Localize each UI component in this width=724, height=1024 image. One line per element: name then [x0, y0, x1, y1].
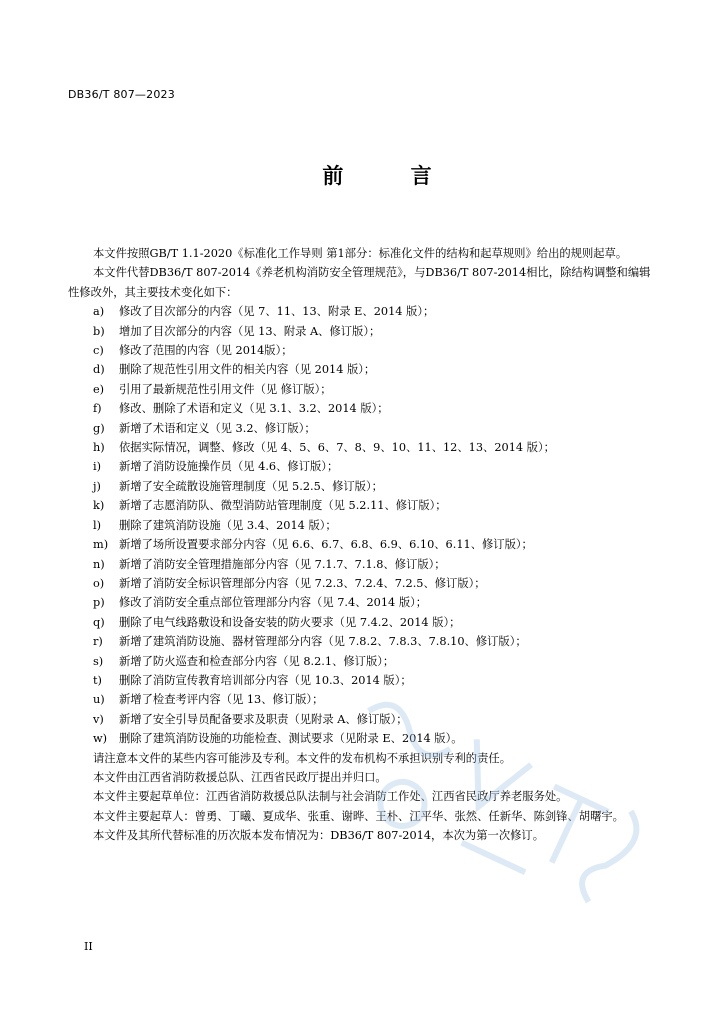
item-text: 修改了消防安全重点部位管理部分内容（见 7.4、2014 版）；	[119, 596, 428, 610]
paragraph: 本文件主要起草单位：江西省消防救援总队法制与社会消防工作处、江西省民政厅养老服务处。	[93, 790, 568, 804]
item-marker: l)	[93, 518, 102, 532]
foreword-body	[68, 244, 656, 846]
item-marker: r)	[93, 635, 103, 649]
item-text: 删除了规范性引用文件的相关内容（见 2014 版）；	[119, 363, 376, 377]
item-text: 增加了目次部分的内容（见 13、附录 A、修订版）；	[119, 324, 381, 338]
item-text: 修改、删除了术语和定义（见 3.1、3.2、2014 版）；	[119, 402, 389, 416]
item-marker: o)	[93, 576, 105, 590]
item-text: 新增了安全引导员配备要求及职责（见附录 A、修订版）；	[119, 712, 408, 726]
paragraph: 本文件按照GB/T 1.1-2020《标准化工作导则 第1部分：标准化文件的结构和起草规则》给出的规则起草。	[93, 247, 628, 260]
item-marker: m)	[93, 538, 109, 552]
paragraph: 本文件代替DB36/T 807-2014《养老机构消防安全管理规范》，与DB36/T 807-2014相比，除结构调整和编辑性修改外，其主要技术变化如下：	[68, 266, 651, 299]
item-marker: t)	[93, 673, 102, 687]
list-item	[68, 574, 656, 593]
item-text: 新增了防火巡查和检查部分内容（见 8.2.1、修订版）；	[119, 654, 395, 668]
list-item	[68, 360, 656, 379]
item-marker: p)	[93, 596, 105, 610]
list-item	[68, 457, 656, 476]
list-item	[68, 302, 656, 321]
item-marker: h)	[93, 441, 105, 455]
document-code: DB36/T 807—2023	[68, 88, 175, 101]
list-item	[68, 322, 656, 341]
item-marker: k)	[93, 499, 105, 513]
item-marker: g)	[93, 421, 105, 435]
list-item	[68, 690, 656, 709]
list-item	[68, 496, 656, 515]
item-text: 新增了建筑消防设施、器材管理部分内容（见 7.8.2、7.8.3、7.8.10、修订版）；	[119, 635, 527, 649]
item-text: 删除了电气线路敷设和设备安装的防火要求（见 7.4.2、2014 版）；	[119, 615, 461, 629]
item-marker: a)	[93, 305, 105, 319]
paragraph: 请注意本文件的某些内容可能涉及专利。本文件的发布机构不承担识别专利的责任。	[93, 751, 511, 765]
item-marker: n)	[93, 557, 105, 571]
item-marker: i)	[93, 460, 102, 474]
paragraph: 本文件及其所代替标准的历次版本发布情况为：DB36/T 807-2014，本次为第一次修订。	[93, 829, 545, 843]
item-marker: w)	[93, 732, 108, 746]
list-item	[68, 399, 656, 418]
paragraph: 本文件主要起草人：曾勇、丁曦、夏成华、张重、谢晔、王朴、江平华、张然、任新华、陈剑锋、胡曙宇。	[93, 809, 624, 823]
item-text: 新增了场所设置要求部分内容（见 6.6、6.7、6.8、6.9、6.10、6.11、修订版）；	[119, 538, 533, 552]
item-text: 引用了最新规范性引用文件（见 修订版）；	[119, 382, 332, 396]
page-number: II	[84, 940, 93, 953]
item-text: 删除了建筑消防设施（见 3.4、2014 版）；	[119, 518, 337, 532]
item-text: 新增了消防安全管理措施部分内容（见 7.1.7、7.1.8、修订版）；	[119, 557, 446, 571]
item-marker: v)	[93, 712, 104, 726]
item-marker: c)	[93, 344, 104, 358]
item-text: 新增了术语和定义（见 3.2、修订版）；	[119, 421, 316, 435]
list-item	[68, 380, 656, 399]
changes-list	[68, 302, 656, 748]
list-item	[68, 671, 656, 690]
list-item	[68, 535, 656, 554]
item-text: 新增了消防安全标识管理部分内容（见 7.2.3、7.2.4、7.2.5、修订版）；	[119, 576, 486, 590]
item-marker: f)	[93, 402, 102, 416]
item-text: 新增了检查考评内容（见 13、修订版）；	[119, 693, 324, 707]
item-text: 新增了安全疏散设施管理制度（见 5.2.5、修订版）；	[119, 479, 383, 493]
item-marker: s)	[93, 654, 104, 668]
item-text: 新增了志愿消防队、微型消防站管理制度（见 5.2.11、修订版）；	[119, 499, 447, 513]
list-item	[68, 710, 656, 729]
list-item	[68, 593, 656, 612]
list-item	[68, 555, 656, 574]
item-text: 修改了目次部分的内容（见 7、11、13、附录 E、2014 版）；	[119, 305, 435, 319]
list-item	[68, 516, 656, 535]
list-item	[68, 613, 656, 632]
list-item	[68, 477, 656, 496]
item-marker: d)	[93, 363, 105, 377]
list-item	[68, 632, 656, 651]
item-marker: q)	[93, 615, 105, 629]
paragraph: 本文件由江西省消防救援总队、江西省民政厅提出并归口。	[93, 770, 387, 784]
page-title: 前 言	[322, 164, 462, 188]
item-marker: j)	[93, 479, 101, 493]
item-marker: u)	[93, 693, 105, 707]
item-text: 依据实际情况，调整、修改（见 4、5、6、7、8、9、10、11、12、13、2014 版）；	[119, 441, 555, 455]
item-text: 修改了范围的内容（见 2014版）；	[119, 344, 293, 358]
item-marker: b)	[93, 324, 105, 338]
list-item	[68, 419, 656, 438]
item-text: 删除了建筑消防设施的功能检查、测试要求（见附录 E、2014 版）。	[119, 732, 463, 746]
list-item	[68, 438, 656, 457]
list-item	[68, 729, 656, 748]
item-text: 删除了消防宣传教育培训部分内容（见 10.3、2014 版）；	[119, 673, 412, 687]
list-item	[68, 652, 656, 671]
item-text: 新增了消防设施操作员（见 4.6、修订版）；	[119, 460, 339, 474]
list-item	[68, 341, 656, 360]
item-marker: e)	[93, 382, 105, 396]
